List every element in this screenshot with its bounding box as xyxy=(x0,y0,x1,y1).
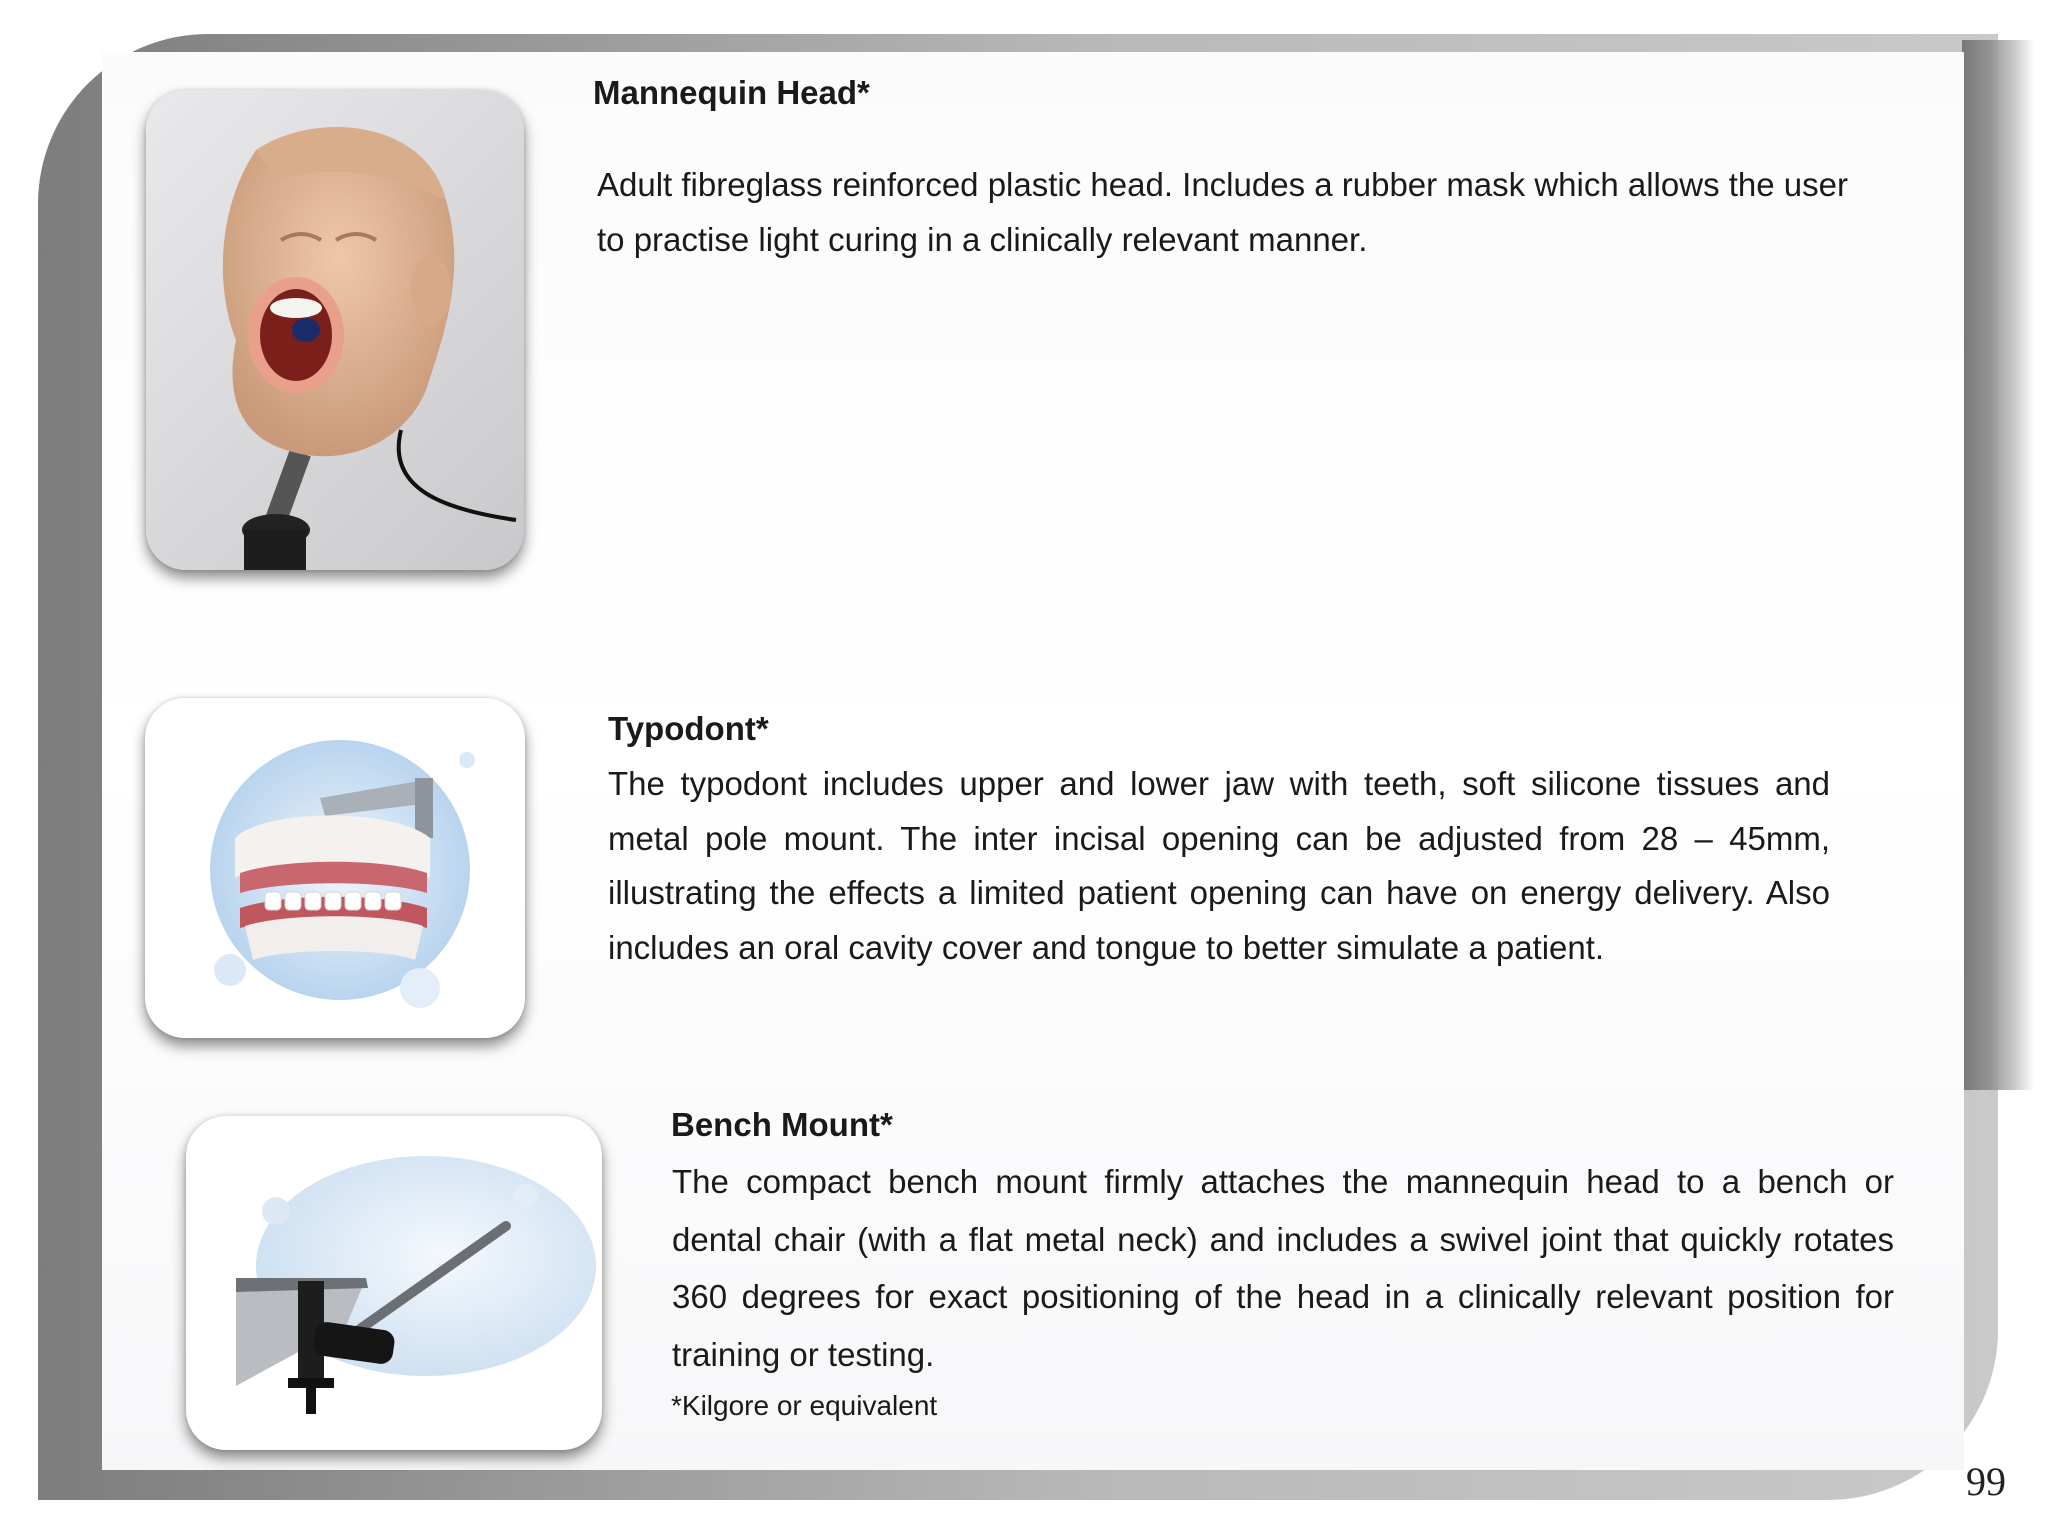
bench-mount-image xyxy=(186,1116,602,1450)
typodont-title: Typodont* xyxy=(608,710,769,747)
mannequin-head-description: Adult fibreglass reinforced plastic head. Includes a rubber mask which allows the user to practise light curing in a clinically relevant manner. xyxy=(597,166,1848,258)
typodont-image xyxy=(145,698,525,1038)
typodont-photo-icon xyxy=(145,698,525,1038)
bench-mount-photo-icon xyxy=(186,1116,602,1450)
bench-mount-title: Bench Mount* xyxy=(671,1106,893,1143)
footnote: *Kilgore or equivalent xyxy=(671,1390,938,1421)
mannequin-head-title: Mannequin Head* xyxy=(593,74,870,111)
mannequin-head-photo-icon xyxy=(146,90,524,570)
bench-mount-description: The compact bench mount firmly attaches the mannequin head to a bench or dental chair (with a flat metal neck) and includes a swivel joint that quickly rotates 360 degrees for exact positioning of the head in a clinically relevant position for training or testing. xyxy=(672,1163,1894,1373)
page-number: 99 xyxy=(1966,1459,2006,1504)
typodont-description: The typodont includes upper and lower jaw with teeth, soft silicone tissues and metal pole mount. The inter incisal opening can be adjusted from 28 – 45mm, illustrating the effects a limited patient opening can have on energy delivery. Also includes an oral cavity cover and tongue to better simulate a patient. xyxy=(608,765,1830,966)
page-frame-shadow xyxy=(1962,40,2034,1090)
mannequin-head-image xyxy=(146,90,524,570)
